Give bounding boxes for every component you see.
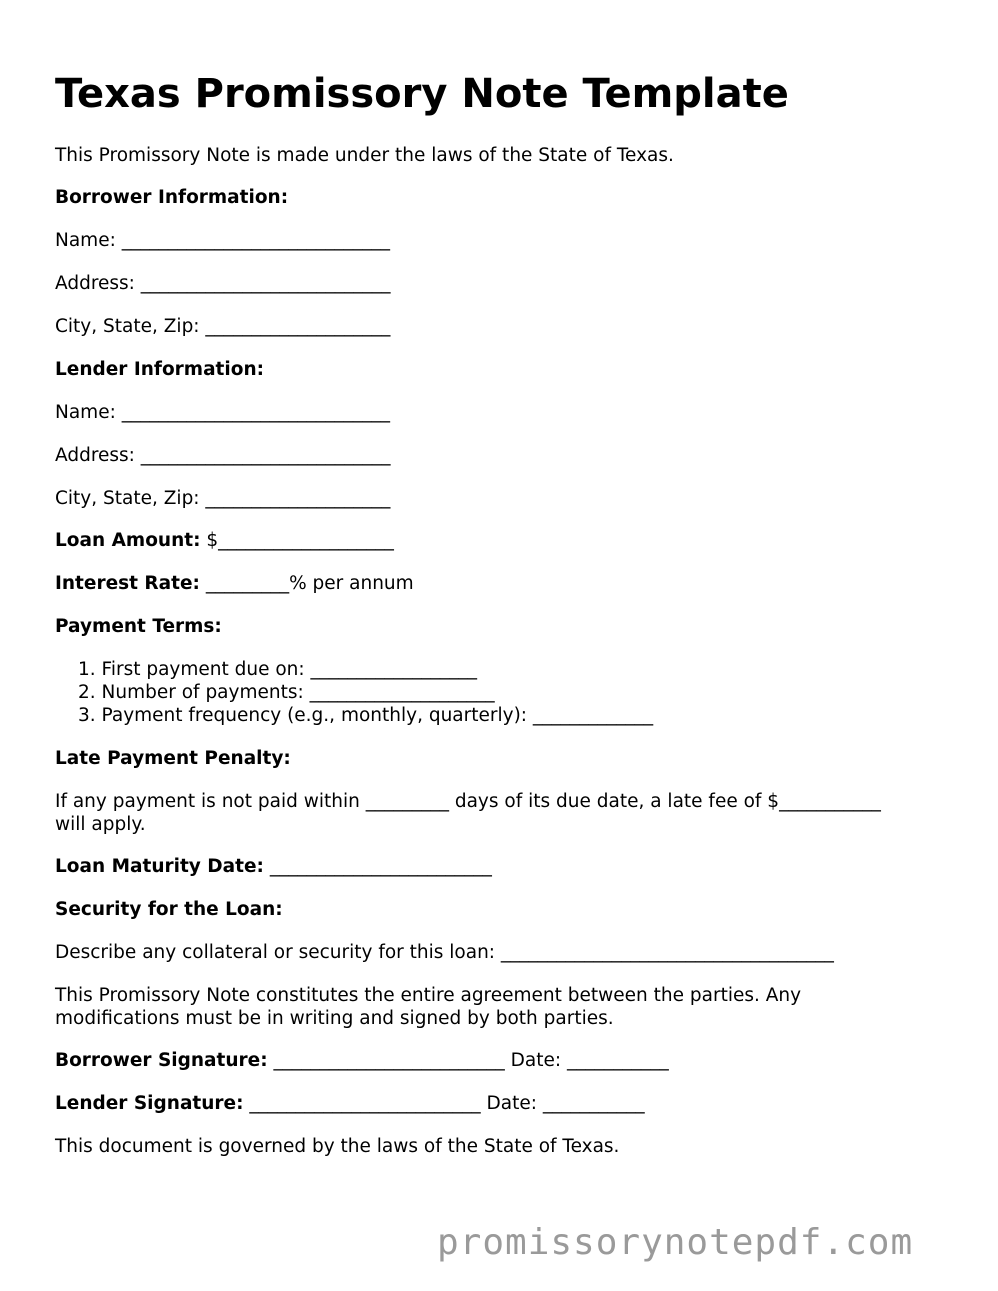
lender-signature-line (55, 1092, 645, 1115)
lender-signature-label: Lender Signature: (55, 1093, 244, 1114)
lender-address-field: Address: ___________________________ (55, 445, 391, 466)
maturity-date-label: Loan Maturity Date: (55, 856, 264, 877)
lender-heading: Lender Information: (55, 359, 265, 380)
maturity-date-line (55, 855, 492, 878)
borrower-heading: Borrower Information: (55, 187, 289, 208)
borrower-address-field: Address: ___________________________ (55, 273, 391, 294)
governing-law-text: This document is governed by the laws of the State of Texas. (55, 1136, 620, 1157)
loan-amount-label: Loan Amount: (55, 530, 201, 551)
late-penalty-text-cont: will apply. (55, 814, 146, 835)
interest-rate-line (55, 572, 414, 595)
interest-rate-field: _________% per annum (199, 573, 414, 594)
borrower-signature-field: _________________________ Date: ___________ (267, 1050, 669, 1071)
late-penalty-heading: Late Payment Penalty: (55, 748, 291, 769)
security-description-field: Describe any collateral or security for this loan: ____________________________________ (55, 942, 834, 963)
intro-text: This Promissory Note is made under the laws of the State of Texas. (55, 145, 674, 166)
watermark: promissorynotepdf.com (437, 1222, 914, 1263)
list-item: 1. First payment due on: __________________ (78, 659, 478, 680)
lender-signature-field: _________________________ Date: ___________ (243, 1093, 645, 1114)
lender-city-field: City, State, Zip: ____________________ (55, 488, 391, 509)
entire-agreement-text: This Promissory Note constitutes the entire agreement between the parties. Any (55, 985, 802, 1006)
lender-name-field: Name: _____________________________ (55, 402, 390, 423)
payment-terms-heading: Payment Terms: (55, 616, 222, 637)
maturity-date-field: ________________________ (263, 856, 492, 877)
list-item: 3. Payment frequency (e.g., monthly, quarterly): _____________ (78, 705, 654, 726)
page-title: Texas Promissory Note Template (55, 71, 789, 117)
loan-amount-line (55, 529, 394, 552)
entire-agreement-text-cont: modifications must be in writing and signed by both parties. (55, 1008, 614, 1029)
borrower-city-field: City, State, Zip: ____________________ (55, 316, 391, 337)
borrower-signature-label: Borrower Signature: (55, 1050, 268, 1071)
interest-rate-label: Interest Rate: (55, 573, 200, 594)
security-heading: Security for the Loan: (55, 899, 283, 920)
borrower-name-field: Name: _____________________________ (55, 230, 390, 251)
late-penalty-text: If any payment is not paid within _________ days of its due date, a late fee of $___________ (55, 791, 881, 812)
list-item: 2. Number of payments: ____________________ (78, 682, 495, 703)
loan-amount-field: $___________________ (200, 530, 394, 551)
borrower-signature-line (55, 1049, 669, 1072)
